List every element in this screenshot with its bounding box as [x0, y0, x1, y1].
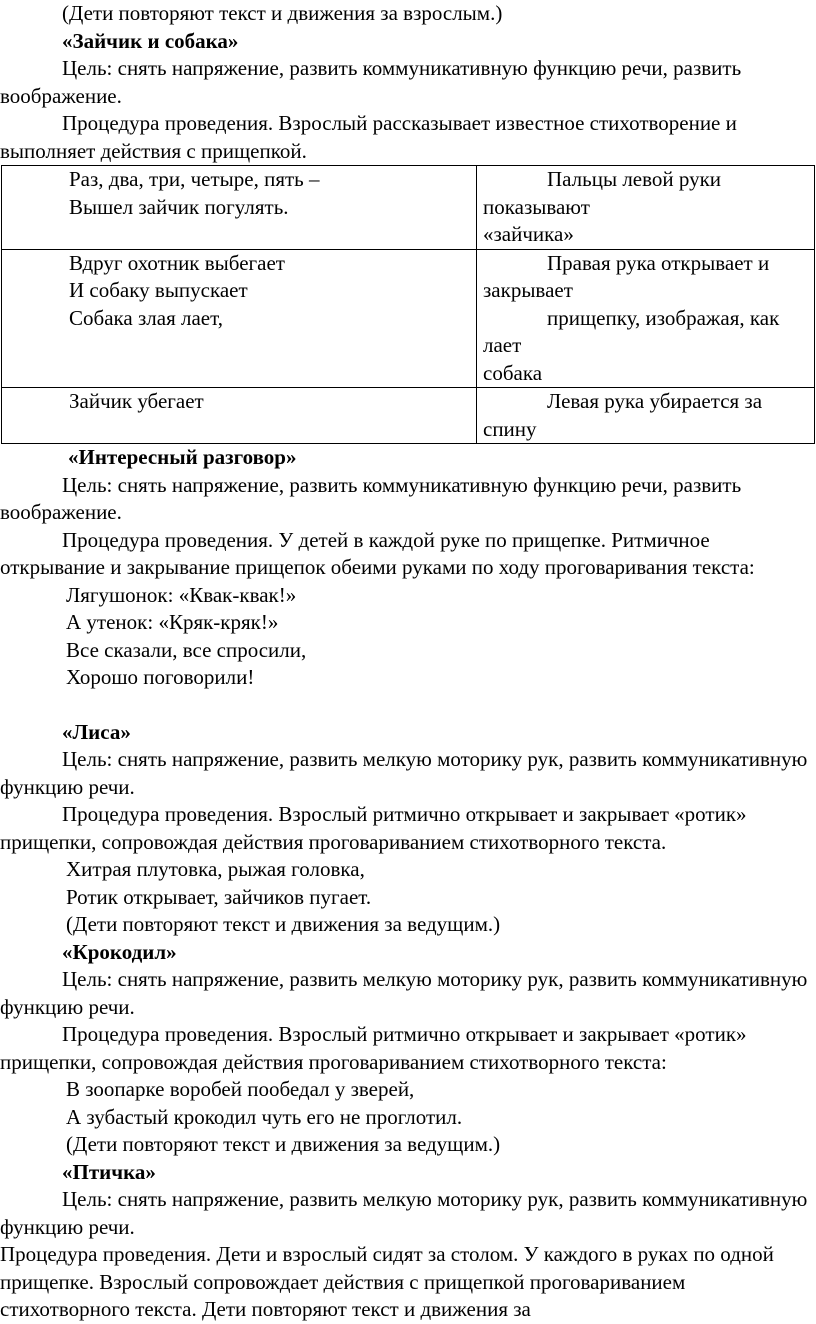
- action-line: собака: [483, 360, 543, 385]
- verse-line: В зоопарке воробей пообедал у зверей,: [66, 1077, 415, 1101]
- procedure-krokodil: Процедура проведения. Взрослый ритмично открывает и закрывает «ротик» прищепки, сопровождая действия проговариванием стихотворного текста:: [0, 1022, 752, 1074]
- verse-line: Зайчик убегает: [69, 389, 204, 413]
- table-row: [2, 166, 815, 250]
- verse-line: Хитрая плутовка, рыжая головка,: [66, 857, 365, 881]
- table-cell-verse: [2, 388, 477, 444]
- section-title-lisa: «Лиса»: [62, 719, 131, 744]
- verse-line: (Дети повторяют текст и движения за ведущим.): [66, 912, 501, 936]
- procedure-ptichka: Процедура проведения. Дети и взрослый сидят за столом. У каждого в руках по одной прищепке. Взрослый сопровождает действия с прищепкой проговариванием стихотворного текста. Дети повторяют текст и движения за: [0, 1242, 780, 1321]
- procedure-zaichik: Процедура проведения. Взрослый рассказывает известное стихотворение и выполняет действия с прищепкой.: [0, 111, 743, 163]
- verse-line: Все сказали, все спросили,: [66, 637, 307, 662]
- table-cell-action: [477, 249, 815, 388]
- verse-line: А утенок: «Кряк-кряк!»: [66, 610, 279, 634]
- goal-zaichik: Цель: снять напряжение, развить коммуникативную функцию речи, развить воображение.: [0, 56, 747, 108]
- verse-line: Хорошо поговорили!: [66, 665, 255, 689]
- table-cell-verse: [2, 249, 477, 388]
- action-line: Пальцы левой руки показывают: [483, 167, 722, 219]
- goal-ptichka: Цель: снять напряжение, развить мелкую моторику рук, развить коммуникативную функцию речи.: [0, 1187, 813, 1239]
- goal-lisa: Цель: снять напряжение, развить мелкую моторику рук, развить коммуникативную функцию речи.: [0, 747, 813, 799]
- verse-line: (Дети повторяют текст и движения за ведущим.): [66, 1132, 501, 1156]
- section-title-zaichik: «Зайчик и собака»: [62, 28, 239, 53]
- verse-line: Собака злая лает,: [69, 305, 223, 330]
- table-cell-action: [477, 388, 815, 444]
- table-cell-action: [477, 166, 815, 250]
- action-line: прищепку, изображая, как лает: [483, 305, 780, 357]
- verse-line: Ротик открывает, зайчиков пугает.: [66, 884, 372, 909]
- section-title-ptichka: «Птичка»: [62, 1159, 156, 1184]
- procedure-lisa: Процедура проведения. Взрослый ритмично открывает и закрывает «ротик» прищепки, сопровождая действия проговариванием стихотворного текста.: [0, 802, 752, 854]
- intro-line: (Дети повторяют текст и движения за взрослым.): [62, 1, 503, 25]
- table-row: [2, 249, 815, 388]
- section-title-krokodil: «Крокодил»: [62, 939, 177, 964]
- table-row: [2, 388, 815, 444]
- action-line: «зайчика»: [483, 222, 574, 246]
- goal-razgovor: Цель: снять напряжение, развить коммуникативную функцию речи, развить воображение.: [0, 472, 747, 524]
- action-line: закрывает: [483, 278, 573, 302]
- table-cell-verse: [2, 166, 477, 250]
- action-line: Левая рука убирается за спину: [483, 389, 763, 441]
- blank-line: [0, 692, 816, 719]
- verse-line: А зубастый крокодил чуть его не проглотил.: [66, 1104, 463, 1129]
- goal-krokodil: Цель: снять напряжение, развить мелкую моторику рук, развить коммуникативную функцию речи.: [0, 967, 813, 1019]
- verse-line: Раз, два, три, четыре, пять –: [69, 167, 320, 191]
- action-line: Правая рука открывает и: [547, 250, 770, 275]
- verse-line: Вышел зайчик погулять.: [69, 194, 289, 219]
- verse-line: И собаку выпускает: [69, 278, 248, 302]
- verse-line: Лягушонок: «Квак-квак!»: [66, 582, 297, 607]
- section-title-razgovor: «Интересный разговор»: [68, 445, 297, 469]
- procedure-razgovor: Процедура проведения. У детей в каждой руке по прищепке. Ритмичное открывание и закрывание прищепок обеими руками по ходу проговаривания текста:: [0, 527, 755, 579]
- actions-table: [1, 165, 815, 444]
- verse-line: Вдруг охотник выбегает: [69, 250, 285, 275]
